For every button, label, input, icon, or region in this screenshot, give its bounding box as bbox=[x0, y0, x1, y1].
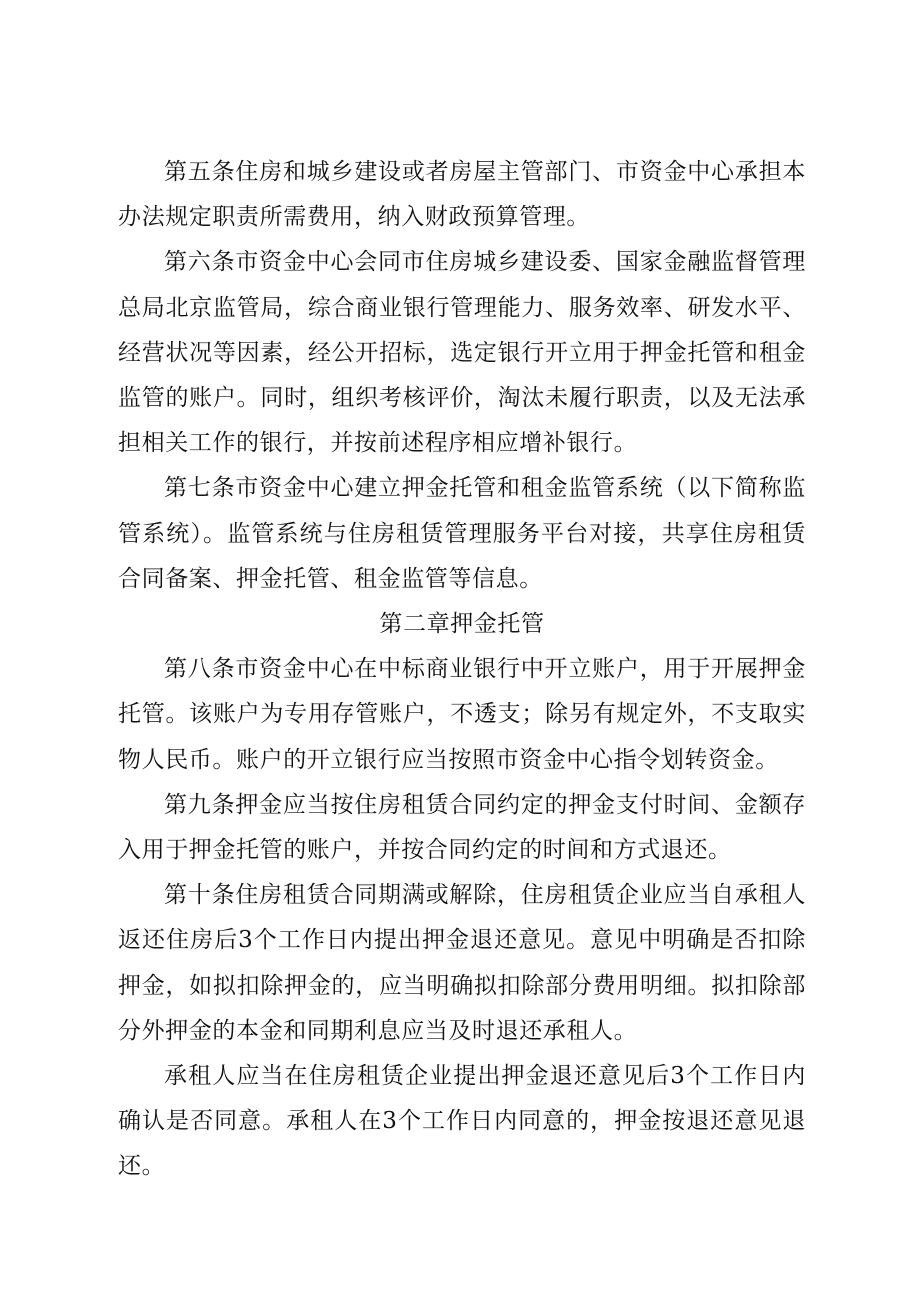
article-6-paragraph: 第六条市资金中心会同市住房城乡建设委、国家金融监督管理总局北京监管局，综合商业银行管理能力、服务效率、研发水平、经营状况等因素，经公开招标，选定银行开立用于押金托管和租金监管的账户。同时，组织考核评价，淘汰未履行职责，以及无法承担相关工作的银行，并按前述程序相应增补银行。 bbox=[118, 249, 806, 457]
article-10-continuation-paragraph: 承租人应当在住房租赁企业提出押金退还意见后3个工作日内确认是否同意。承租人在3个工作日内同意的，押金按退还意见退还。 bbox=[118, 1063, 806, 1180]
chapter-2-heading: 第二章押金托管 bbox=[379, 611, 545, 638]
article-5-paragraph: 第五条住房和城乡建设或者房屋主管部门、市资金中心承担本办法规定职责所需费用，纳入财政预算管理。 bbox=[118, 159, 806, 231]
article-9-paragraph: 第九条押金应当按住房租赁合同约定的押金支付时间、金额存入用于押金托管的账户，并按合同约定的时间和方式退还。 bbox=[118, 791, 806, 864]
article-8-paragraph: 第八条市资金中心在中标商业银行中开立账户，用于开展押金托管。该账户为专用存管账户，不透支；除另有规定外，不支取实物人民币。账户的开立银行应当按照市资金中心指令划转资金。 bbox=[118, 656, 806, 773]
article-7-paragraph: 第七条市资金中心建立押金托管和租金监管系统（以下简称监管系统）。监管系统与住房租赁管理服务平台对接，共享住房租赁合同备案、押金托管、租金监管等信息。 bbox=[118, 475, 806, 592]
article-10-paragraph: 第十条住房租赁合同期满或解除，住房租赁企业应当自承租人返还住房后3个工作日内提出押金退还意见。意见中明确是否扣除押金，如拟扣除押金的，应当明确拟扣除部分费用明细。拟扣除部分外押金的本金和同期利息应当及时退还承租人。 bbox=[118, 882, 806, 1044]
document-body bbox=[118, 150, 806, 1190]
